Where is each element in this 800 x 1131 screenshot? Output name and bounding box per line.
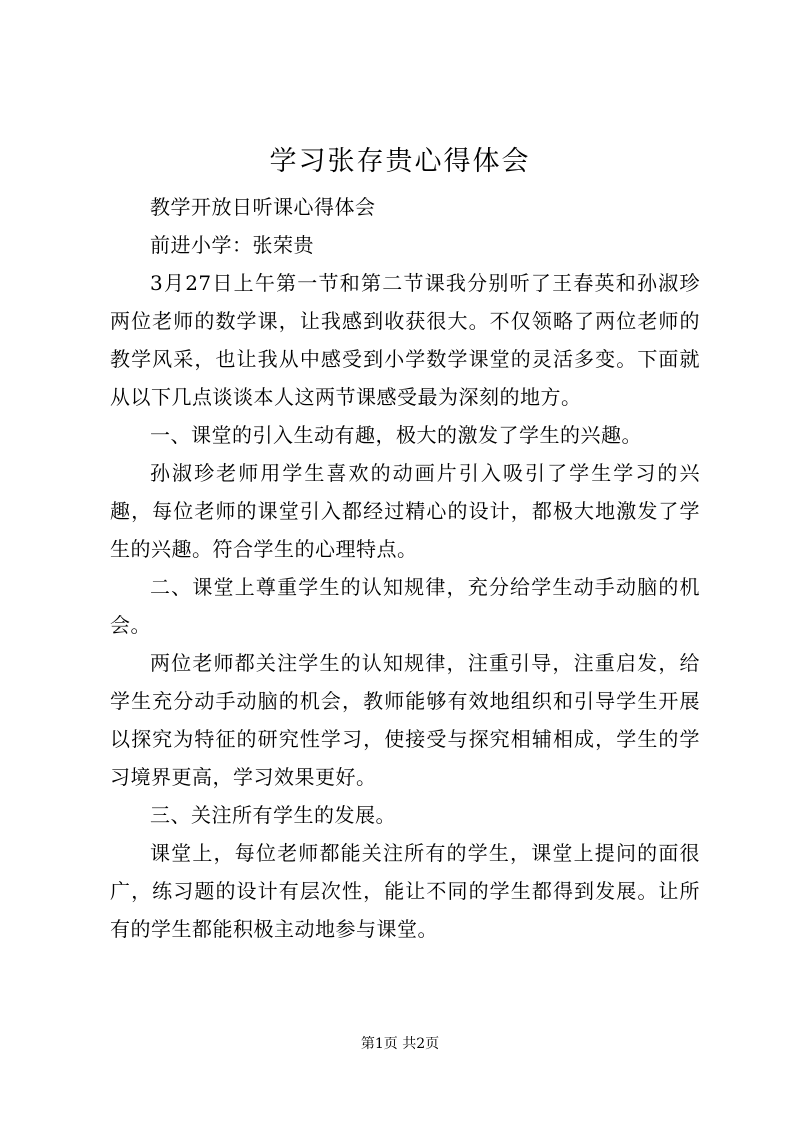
document-body [110,188,700,948]
section-heading-3: 三、关注所有学生的发展。 [150,803,396,827]
document-title: 学习张存贵心得体会 [269,146,531,177]
author-paragraph: 前进小学：张荣贵 [150,233,314,257]
section-body-2: 两位老师都关注学生的认知规律，注重引导，注重启发，给学生充分动手动脑的机会，教师能够有效地组织和引导学生开展以探究为特征的研究性学习，使接受与探究相辅相成，学生的学习境界更高，学习效果更好。 [110,651,700,789]
section-body-1: 孙淑珍老师用学生喜欢的动画片引入吸引了学生学习的兴趣，每位老师的课堂引入都经过精心的设计，都极大地激发了学生的兴趣。符合学生的心理特点。 [110,461,700,561]
section-heading-1: 一、课堂的引入生动有趣，极大的激发了学生的兴趣。 [150,423,642,447]
intro-paragraph: 3月27日上午第一节和第二节课我分别听了王春英和孙淑珍两位老师的数学课，让我感到收获很大。不仅领略了两位老师的教学风采，也让我从中感受到小学数学课堂的灵活多变。下面就从以下几点谈谈本人这两节课感受最为深刻的地方。 [110,271,700,409]
section-body-3: 课堂上，每位老师都能关注所有的学生，课堂上提问的面很广，练习题的设计有层次性，能让不同的学生都得到发展。让所有的学生都能积极主动地参与课堂。 [110,841,700,941]
section-heading-2: 二、课堂上尊重学生的认知规律，充分给学生动手动脑的机会。 [110,575,700,637]
subtitle-paragraph: 教学开放日听课心得体会 [150,195,376,219]
page-footer: 第1页 共2页 [360,1036,440,1052]
